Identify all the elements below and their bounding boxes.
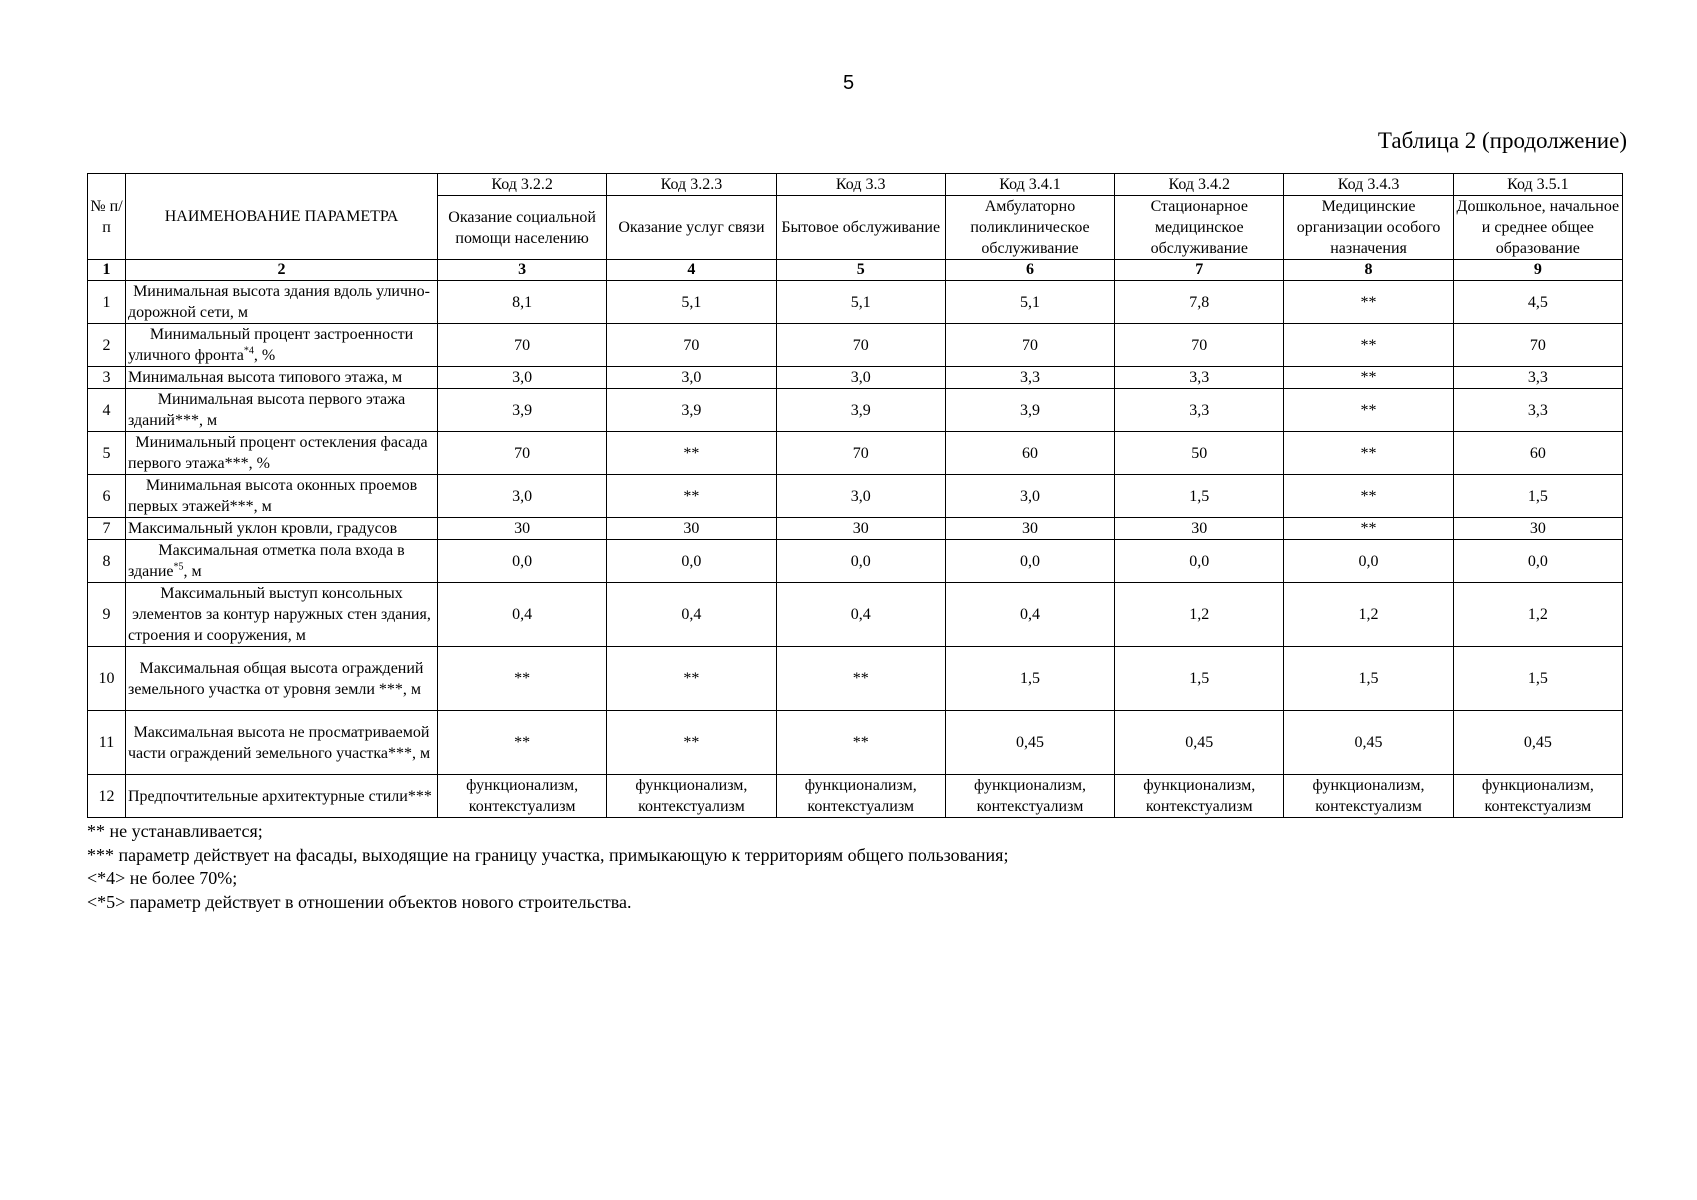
value-cell: функционализм, контекстуализм [438, 775, 607, 818]
table-row [88, 540, 1623, 583]
value-cell: 70 [1453, 324, 1622, 367]
value-cell: 0,4 [945, 583, 1114, 647]
footnote: ** не устанавливается; [87, 821, 263, 841]
category-name-header: Оказание услуг связи [607, 196, 776, 260]
row-number: 7 [88, 518, 126, 540]
value-cell: 50 [1115, 432, 1284, 475]
value-cell: 3,0 [776, 475, 945, 518]
value-cell: ** [1284, 432, 1453, 475]
value-cell: 3,3 [1115, 367, 1284, 389]
footnote-ref: *5 [173, 561, 184, 573]
code-header: Код 3.2.3 [607, 174, 776, 196]
value-cell: ** [607, 647, 776, 711]
value-cell: ** [1284, 324, 1453, 367]
value-cell: 1,2 [1453, 583, 1622, 647]
code-header: Код 3.3 [776, 174, 945, 196]
footnote: *** параметр действует на фасады, выходящие на границу участка, примыкающую к территориям общего пользования; [87, 844, 1009, 865]
footnote-ref: *4 [243, 345, 254, 357]
value-cell: 3,9 [607, 389, 776, 432]
row-number: 12 [88, 775, 126, 818]
value-cell: ** [607, 475, 776, 518]
column-number: 1 [88, 260, 126, 281]
value-cell: 30 [1453, 518, 1622, 540]
value-cell: 60 [945, 432, 1114, 475]
value-cell: 30 [1115, 518, 1284, 540]
value-cell: 3,9 [945, 389, 1114, 432]
table-row [88, 583, 1623, 647]
column-number: 8 [1284, 260, 1453, 281]
footnote: <*5> параметр действует в отношении объектов нового строительства. [87, 891, 632, 912]
table-row [88, 324, 1623, 367]
column-number: 7 [1115, 260, 1284, 281]
code-header: Код 3.4.2 [1115, 174, 1284, 196]
parameter-name [126, 324, 438, 367]
parameter-name: Минимальный процент остекления фасада первого этажа***, % [126, 432, 438, 475]
value-cell: функционализм, контекстуализм [1115, 775, 1284, 818]
header-codes-row [88, 174, 1623, 196]
value-cell: 3,0 [776, 367, 945, 389]
value-cell: 0,0 [1453, 540, 1622, 583]
column-number: 2 [126, 260, 438, 281]
value-cell: 1,2 [1284, 583, 1453, 647]
row-number: 2 [88, 324, 126, 367]
value-cell: функционализм, контекстуализм [945, 775, 1114, 818]
value-cell: 70 [1115, 324, 1284, 367]
row-number: 6 [88, 475, 126, 518]
table-row [88, 711, 1623, 775]
column-number: 9 [1453, 260, 1622, 281]
column-number: 6 [945, 260, 1114, 281]
column-number: 3 [438, 260, 607, 281]
value-cell: 30 [607, 518, 776, 540]
parameter-name: Минимальная высота оконных проемов первых этажей***, м [126, 475, 438, 518]
parameter-name: Максимальный выступ консольных элементов за контур наружных стен здания, строения и сооружения, м [126, 583, 438, 647]
parameter-name: Минимальная высота первого этажа зданий***, м [126, 389, 438, 432]
value-cell: ** [1284, 281, 1453, 324]
param-header: НАИМЕНОВАНИЕ ПАРАМЕТРА [126, 174, 438, 260]
value-cell: 0,0 [607, 540, 776, 583]
row-number: 11 [88, 711, 126, 775]
value-cell: ** [438, 647, 607, 711]
value-cell: 0,0 [438, 540, 607, 583]
row-number: 3 [88, 367, 126, 389]
value-cell: 1,5 [1453, 475, 1622, 518]
value-cell: ** [776, 647, 945, 711]
value-cell: ** [607, 432, 776, 475]
parameter-name-text: Минимальный процент застроенности уличного фронта [128, 326, 414, 364]
value-cell: 3,3 [1453, 389, 1622, 432]
num-header: № п/п [88, 174, 126, 260]
value-cell: 0,0 [1284, 540, 1453, 583]
value-cell: 70 [776, 324, 945, 367]
parameter-unit: , % [253, 347, 276, 364]
parameter-name: Максимальная общая высота ограждений земельного участка от уровня земли ***, м [126, 647, 438, 711]
value-cell: 1,5 [1115, 647, 1284, 711]
value-cell: 30 [438, 518, 607, 540]
value-cell: 1,5 [1453, 647, 1622, 711]
value-cell: 70 [945, 324, 1114, 367]
value-cell: функционализм, контекстуализм [1453, 775, 1622, 818]
footnotes [87, 820, 1008, 914]
table-caption: Таблица 2 (продолжение) [1377, 128, 1627, 153]
table-row [88, 367, 1623, 389]
table-row [88, 775, 1623, 818]
value-cell: ** [438, 711, 607, 775]
column-numbers-row [88, 260, 1623, 281]
code-header: Код 3.4.3 [1284, 174, 1453, 196]
value-cell: 1,5 [1284, 647, 1453, 711]
parameter-name: Минимальная высота типового этажа, м [126, 367, 438, 389]
value-cell: 0,0 [945, 540, 1114, 583]
parameter-unit: , м [183, 563, 202, 580]
value-cell: 3,3 [1453, 367, 1622, 389]
value-cell: 3,0 [438, 367, 607, 389]
value-cell: 4,5 [1453, 281, 1622, 324]
value-cell: 0,45 [1284, 711, 1453, 775]
parameter-name: Предпочтительные архитектурные стили*** [126, 775, 438, 818]
value-cell: функционализм, контекстуализм [607, 775, 776, 818]
row-number: 8 [88, 540, 126, 583]
parameter-name: Минимальная высота здания вдоль улично-дорожной сети, м [126, 281, 438, 324]
code-header: Код 3.5.1 [1453, 174, 1622, 196]
value-cell: ** [1284, 389, 1453, 432]
value-cell: ** [776, 711, 945, 775]
value-cell: ** [607, 711, 776, 775]
value-cell: 7,8 [1115, 281, 1284, 324]
table-row [88, 281, 1623, 324]
value-cell: 5,1 [945, 281, 1114, 324]
value-cell: функционализм, контекстуализм [1284, 775, 1453, 818]
category-name-header: Стационарное медицинское обслуживание [1115, 196, 1284, 260]
parameters-table [87, 173, 1623, 818]
row-number: 5 [88, 432, 126, 475]
value-cell: 0,4 [607, 583, 776, 647]
parameter-name: Максимальная высота не просматриваемой части ограждений земельного участка***, м [126, 711, 438, 775]
value-cell: 0,0 [1115, 540, 1284, 583]
value-cell: 1,2 [1115, 583, 1284, 647]
value-cell: 3,3 [945, 367, 1114, 389]
category-name-header: Амбулаторно поликлиническое обслуживание [945, 196, 1114, 260]
value-cell: ** [1284, 475, 1453, 518]
value-cell: 0,4 [438, 583, 607, 647]
value-cell: функционализм, контекстуализм [776, 775, 945, 818]
table-row [88, 432, 1623, 475]
value-cell: 60 [1453, 432, 1622, 475]
parameter-name [126, 540, 438, 583]
value-cell: 3,0 [945, 475, 1114, 518]
value-cell: 5,1 [607, 281, 776, 324]
category-name-header: Дошкольное, начальное и среднее общее образование [1453, 196, 1622, 260]
table-row [88, 389, 1623, 432]
value-cell: 3,0 [438, 475, 607, 518]
value-cell: 70 [438, 324, 607, 367]
value-cell: 0,45 [1115, 711, 1284, 775]
column-number: 5 [776, 260, 945, 281]
parameter-name-text: Максимальная отметка пола входа в здание [128, 542, 405, 580]
category-name-header: Медицинские организации особого назначения [1284, 196, 1453, 260]
value-cell: 30 [776, 518, 945, 540]
value-cell: 8,1 [438, 281, 607, 324]
row-number: 10 [88, 647, 126, 711]
table-row [88, 647, 1623, 711]
table-row [88, 475, 1623, 518]
value-cell: 70 [438, 432, 607, 475]
value-cell: 3,0 [607, 367, 776, 389]
value-cell: 1,5 [1115, 475, 1284, 518]
table-row [88, 518, 1623, 540]
value-cell: ** [1284, 367, 1453, 389]
row-number: 4 [88, 389, 126, 432]
code-header: Код 3.4.1 [945, 174, 1114, 196]
value-cell: 30 [945, 518, 1114, 540]
value-cell: 0,0 [776, 540, 945, 583]
footnote: <*4> не более 70%; [87, 868, 238, 888]
column-number: 4 [607, 260, 776, 281]
value-cell: 70 [776, 432, 945, 475]
value-cell: 0,45 [945, 711, 1114, 775]
value-cell: 3,9 [776, 389, 945, 432]
value-cell: 0,45 [1453, 711, 1622, 775]
code-header: Код 3.2.2 [438, 174, 607, 196]
value-cell: 0,4 [776, 583, 945, 647]
parameter-name: Максимальный уклон кровли, градусов [126, 518, 438, 540]
row-number: 9 [88, 583, 126, 647]
row-number: 1 [88, 281, 126, 324]
page-number: 5 [842, 72, 855, 94]
category-name-header: Оказание социальной помощи населению [438, 196, 607, 260]
value-cell: ** [1284, 518, 1453, 540]
value-cell: 70 [607, 324, 776, 367]
value-cell: 3,9 [438, 389, 607, 432]
value-cell: 3,3 [1115, 389, 1284, 432]
value-cell: 5,1 [776, 281, 945, 324]
value-cell: 1,5 [945, 647, 1114, 711]
category-name-header: Бытовое обслуживание [776, 196, 945, 260]
